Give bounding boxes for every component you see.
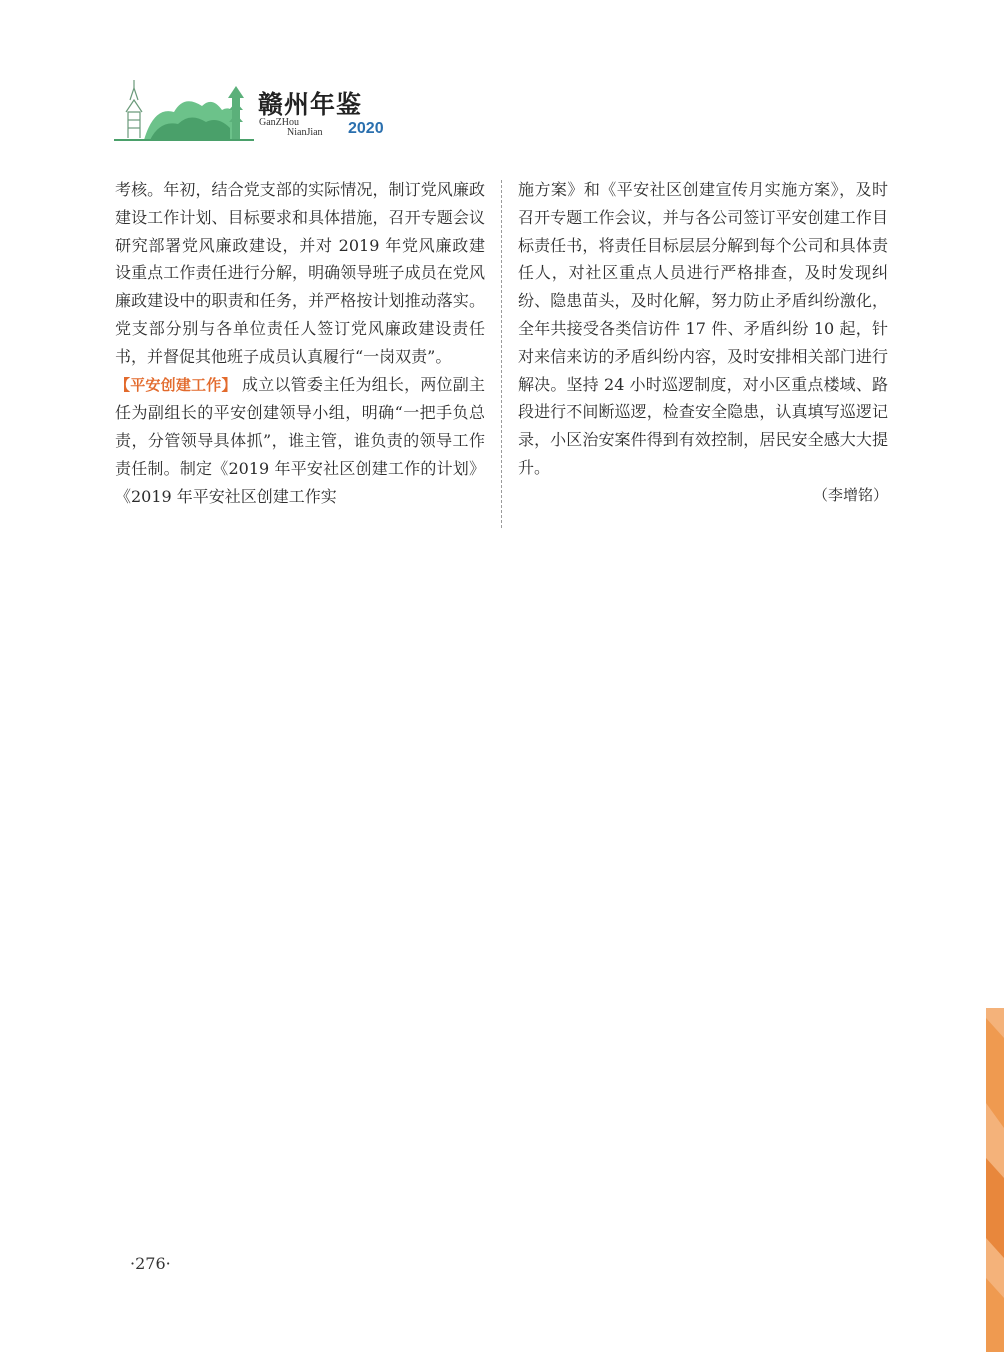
paragraph-safety-creation-text: 成立以管委主任为组长，两位副主任为副组长的平安创建领导小组，明确“一把手负总责，分管领导具体抓”，谁主管，谁负责的领导工作责任制。制定《2019 年平安社区创建工作的计划》《2019 年平安社区创建工作实 bbox=[115, 374, 485, 506]
paragraph-safety-creation-continued: 施方案》和《平安社区创建宣传月实施方案》，及时召开专题工作会议，并与各公司签订平安创建工作目标责任书，将责任目标层层分解到每个公司和具体责任人，对社区重点人员进行严格排查，及时发现纠纷、隐患苗头，及时化解，努力防止矛盾纠纷激化，全年共接受各类信访件 17 件、矛盾纠纷 10 起，针对来信来访的矛盾纠纷内容，及时安排相关部门进行解决。坚持 24 小时巡逻制度，对小区重点楼域、路段进行不间断巡逻，检查安全隐患，认真填写巡逻记录，小区治安案件得到有效控制，居民安全感大大提升。 bbox=[518, 180, 888, 477]
left-text-column bbox=[115, 176, 485, 511]
paragraph-safety-creation bbox=[115, 371, 485, 511]
yearbook-title-en-line2: NianJian bbox=[287, 127, 323, 138]
author-credit: （李增铭） bbox=[812, 485, 888, 504]
paragraph-party-building: 考核。年初，结合党支部的实际情况，制订党风廉政建设工作计划、目标要求和具体措施，召开专题会议研究部署党风廉政建设，并对 2019 年党风廉政建设重点工作责任进行分解，明确领导班子成员在党风廉政建设中的职责和任务，并严格按计划推动落实。党支部分别与各单位责任人签订党风廉政建设责任书，并督促其他班子成员认真履行“一岗双责”。 bbox=[115, 180, 485, 366]
side-tab-decoration bbox=[986, 1008, 1004, 1352]
yearbook-title-cn: 赣州年鉴 bbox=[258, 90, 363, 119]
column-divider bbox=[501, 180, 502, 528]
landscape-illustration-icon bbox=[114, 76, 254, 142]
yearbook-title-en-line1: GanZHou bbox=[259, 117, 299, 128]
yearbook-year: 2020 bbox=[348, 120, 384, 137]
page-number: ·276· bbox=[130, 1254, 171, 1273]
section-heading-safety-creation: 【平安创建工作】 bbox=[115, 375, 237, 394]
right-text-column bbox=[518, 176, 888, 510]
